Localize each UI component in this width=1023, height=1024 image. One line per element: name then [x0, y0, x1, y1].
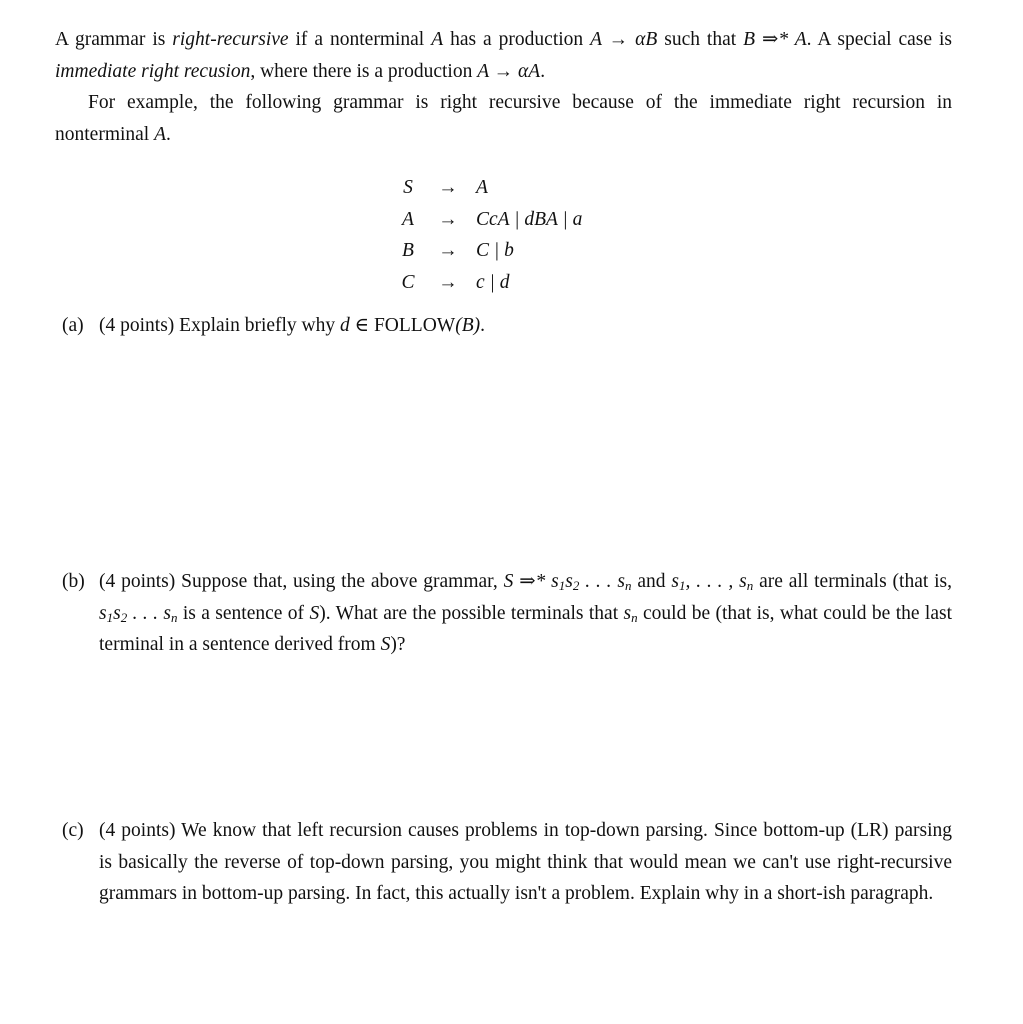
- intro-text: such that: [657, 29, 744, 50]
- question-text: and: [631, 571, 672, 592]
- example-text: For example, the following grammar is right recursive because of the immediate right recursion in nonterminal: [55, 92, 952, 145]
- intro-text: has a production: [443, 29, 591, 50]
- math-nonterminal: A: [431, 29, 444, 50]
- intro-text: .: [540, 60, 546, 82]
- rule-rhs: CcA | dBA | a: [476, 208, 583, 230]
- intro-text: if a nonterminal: [288, 29, 432, 50]
- question-text: Explain briefly why: [174, 315, 341, 336]
- question-text: Suppose that, using the above grammar,: [175, 571, 504, 592]
- grammar-rule: [396, 204, 696, 236]
- question-b: [62, 566, 952, 661]
- math-expression: $s_1s_2$ . . . $s_n$: [99, 602, 178, 625]
- question-text: )?: [390, 634, 406, 655]
- math-expression: (B): [455, 315, 481, 336]
- example-text: .: [166, 123, 171, 145]
- rule-lhs: B: [402, 240, 414, 261]
- intro-text: , where there is a production: [250, 60, 478, 82]
- question-label: (c): [62, 820, 84, 841]
- question-points: (4 points): [99, 571, 176, 592]
- math-derivation: S ⇒* $s_1s_2$ . . . $s_n$: [503, 571, 632, 593]
- grammar-rule: [396, 172, 696, 204]
- question-text: is a sentence of: [177, 602, 310, 624]
- math-production: A → αA: [477, 60, 541, 82]
- math-expression: $s_1$, . . . , $s_n$: [671, 571, 754, 593]
- rule-arrow: →: [438, 208, 458, 230]
- rule-arrow: →: [438, 240, 458, 261]
- math-nonterminal: S: [309, 602, 320, 624]
- rule-rhs: A: [476, 177, 488, 198]
- math-derivation-text: S ⇒* s: [503, 571, 559, 592]
- intro-paragraph: [55, 24, 952, 87]
- question-label: (a): [62, 315, 84, 336]
- rule-lhs: A: [402, 208, 414, 230]
- question-label: (b): [62, 571, 85, 592]
- math-expression: $s_n$: [623, 602, 638, 625]
- grammar-block: [396, 172, 696, 298]
- term-immediate-right-recursion: immediate right recusion: [55, 60, 251, 82]
- grammar-rule: [396, 235, 696, 267]
- question-a: [62, 310, 952, 342]
- rule-rhs: C | b: [476, 240, 514, 261]
- question-points: (4 points): [99, 315, 175, 336]
- question-text: We know that left recursion causes problems in top-down parsing. Since bottom-up (LR) parsing is basically the reverse of top-down parsing, you might think that would mean we can't use right-recursive grammars in bottom-up parsing. In fact, this actually isn't a problem. Explain why in a short-ish paragraph.: [99, 820, 952, 904]
- question-text: could be (that is, what could be the last terminal in a sentence derived from: [99, 602, 953, 655]
- math-nonterminal: A: [154, 123, 167, 145]
- follow-function: FOLLOW: [373, 315, 456, 336]
- rule-lhs: S: [403, 177, 413, 198]
- question-c: [62, 815, 952, 910]
- grammar-rule: [396, 267, 696, 299]
- question-body: [99, 310, 952, 342]
- intro-text: . A special case is: [806, 29, 953, 50]
- rule-arrow: →: [438, 177, 458, 198]
- term-right-recursive: right-recursive: [172, 29, 289, 50]
- question-text: are all terminals (that is,: [753, 571, 953, 592]
- intro-text: A grammar is: [55, 29, 173, 50]
- question-points: (4 points): [99, 820, 176, 841]
- math-production: A → αB: [590, 29, 658, 50]
- math-nonterminal: S: [380, 634, 391, 655]
- question-text: .: [480, 315, 485, 336]
- question-body: [99, 566, 952, 661]
- math-expression: d ∈: [340, 315, 374, 336]
- question-text: ). What are the possible terminals that: [319, 602, 624, 624]
- rule-arrow: →: [438, 271, 458, 293]
- example-paragraph: [55, 87, 952, 150]
- rule-lhs: C: [401, 271, 415, 293]
- math-derivation: B ⇒* A: [743, 29, 807, 50]
- question-body: [99, 815, 952, 910]
- rule-rhs: c | d: [476, 271, 510, 293]
